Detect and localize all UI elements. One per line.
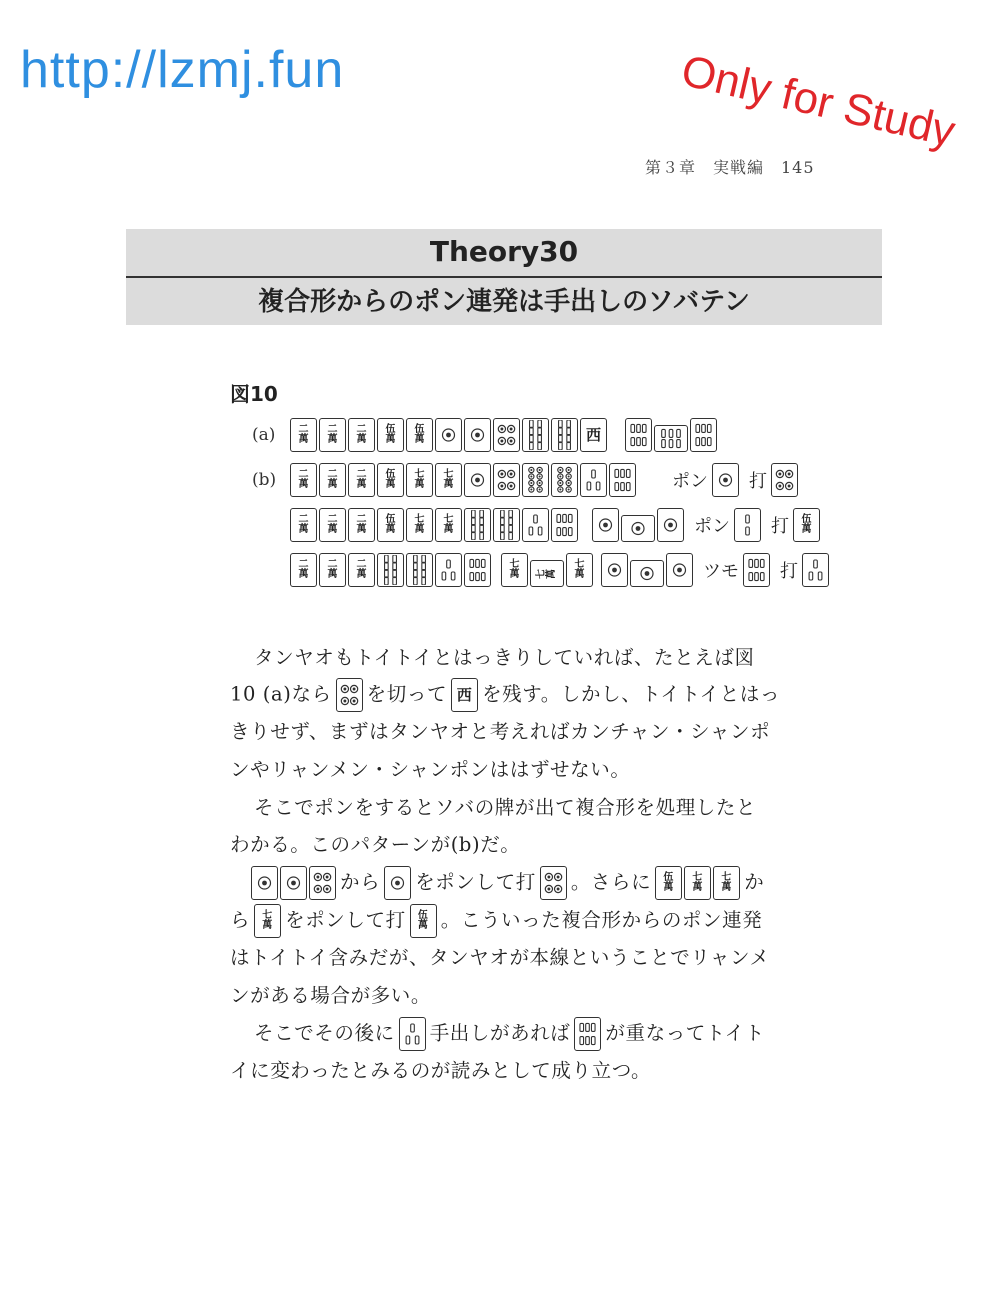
text: をポンして打: [285, 908, 406, 932]
called-tile: [712, 463, 741, 497]
tile-icon: [540, 866, 567, 900]
text: を残す。しかし、トイトイとはっ: [482, 682, 781, 706]
sou-tile-icon: [734, 508, 761, 542]
man-tile-icon: 伍 萬: [377, 418, 404, 452]
sou-tile-icon: [654, 425, 688, 452]
hand-tiles: [290, 418, 609, 452]
discard-tile: [771, 463, 800, 497]
tile-icon: [336, 678, 363, 712]
meld-tiles: [601, 553, 695, 587]
pin-tile-icon: [464, 463, 491, 497]
title-divider: [126, 276, 882, 278]
sou-tile-icon: [625, 418, 652, 452]
hand-tiles: [290, 553, 493, 587]
tile-icon: 伍 萬: [410, 904, 437, 938]
pin-tile-icon: [592, 508, 619, 542]
text: か: [744, 870, 765, 894]
body-line: そこでポンをするとソバの牌が出て複合形を処理したと: [254, 796, 757, 819]
body-line: イに変わったとみるのが読みとして成り立つ。: [230, 1059, 652, 1082]
body-line: はトイトイ含みだが、タンヤオが本線ということでリャンメ: [230, 946, 770, 969]
tile-icon: [280, 866, 307, 900]
man-tile-icon: 二 萬: [290, 508, 317, 542]
figure-row-a: [290, 418, 719, 452]
tile-icon: 七 萬: [684, 866, 711, 900]
man-tile-icon: 七 萬: [406, 463, 433, 497]
man-tile-icon: 七 萬: [435, 463, 462, 497]
man-tile-icon: 二 萬: [348, 463, 375, 497]
man-tile-icon: 七 萬: [501, 553, 528, 587]
running-head: 第３章 実戦編 145: [645, 158, 815, 177]
figure-row-b3: [290, 553, 831, 587]
pin-tile-icon: [666, 553, 693, 587]
text: が重なってトイト: [605, 1021, 765, 1045]
sou-tile-icon: [435, 553, 462, 587]
sou-tile-icon: [522, 508, 549, 542]
body-line: [250, 866, 764, 900]
meld-tiles: [501, 553, 595, 587]
sou-tile-icon: [802, 553, 829, 587]
body-line: わかる。このパターンが(b)だ。: [230, 833, 521, 856]
man-tile-icon: 二 萬: [290, 418, 317, 452]
pin-tile-icon: [522, 463, 549, 497]
body-line: [230, 904, 762, 938]
man-tile-icon: 二 萬: [348, 508, 375, 542]
sou-tile-icon: [464, 553, 491, 587]
sou-tile-icon: [464, 508, 491, 542]
discard-word: 打: [780, 561, 798, 582]
tile-icon: 西: [451, 678, 478, 712]
pin-tile-icon: [464, 418, 491, 452]
pin-tile-icon: [435, 418, 462, 452]
pin-tile-icon: [551, 463, 578, 497]
pin-tile-icon: [771, 463, 798, 497]
tsumo-word: ツモ: [703, 561, 739, 582]
theory-number: Theory30: [429, 235, 579, 268]
pin-tile-icon: [621, 515, 655, 542]
text: 。こういった複合形からのポン連発: [440, 908, 763, 932]
man-tile-icon: 二 萬: [319, 553, 346, 587]
pin-tile-icon: [712, 463, 739, 497]
pin-tile-icon: [493, 463, 520, 497]
text: をポンして打: [415, 870, 536, 894]
sou-tile-icon: [609, 463, 636, 497]
man-tile-icon: 二 萬: [319, 463, 346, 497]
discard-word: 打: [749, 471, 767, 492]
pin-tile-icon: [630, 560, 664, 587]
tile-icon: [384, 866, 411, 900]
pin-tile-icon: [657, 508, 684, 542]
row-label-b: (b): [252, 470, 277, 490]
pin-tile-icon: [601, 553, 628, 587]
sou-tile-icon: [522, 418, 549, 452]
text: 。さらに: [570, 870, 652, 894]
text: 10 (a)なら: [230, 682, 332, 706]
drawn-tile: [743, 553, 772, 587]
sou-tile-icon: [406, 553, 433, 587]
theory-title-box: [126, 229, 882, 325]
body-line: ンやリャンメン・シャンポンははずせない。: [230, 758, 631, 781]
man-tile-icon: 伍 萬: [793, 508, 820, 542]
watermark-stamp: Only for Study: [676, 46, 960, 157]
man-tile-icon: 伍 萬: [377, 463, 404, 497]
hand-tiles: [290, 508, 580, 542]
body-line: [230, 678, 780, 712]
sou-tile-icon: [377, 553, 404, 587]
meld-tiles: [592, 508, 686, 542]
man-tile-icon: 二 萬: [319, 418, 346, 452]
meld-tiles: [625, 418, 719, 452]
text: そこでその後に: [254, 1021, 395, 1045]
discard-word: 打: [771, 516, 789, 537]
tile-icon: 七 萬: [713, 866, 740, 900]
tile-icon: 七 萬: [254, 904, 281, 938]
watermark-url: http://lzmj.fun: [20, 41, 345, 99]
man-tile-icon: 二 萬: [319, 508, 346, 542]
tile-icon: 伍 萬: [655, 866, 682, 900]
figure-title: 図10: [230, 382, 278, 406]
tile-icon: [574, 1017, 601, 1051]
discard-tile: [793, 508, 822, 542]
tile-icon: [399, 1017, 426, 1051]
body-line: [254, 1017, 765, 1051]
row-label-a: (a): [252, 425, 276, 445]
man-tile-icon: 七 萬: [566, 553, 593, 587]
discard-tile: [802, 553, 831, 587]
man-tile-icon: 二 萬: [348, 553, 375, 587]
text: ら: [230, 908, 251, 932]
honor-tile-icon: 西: [580, 418, 607, 452]
text: 手出しがあれば: [429, 1021, 571, 1045]
man-tile-icon: 七 萬: [530, 560, 564, 587]
body-line: きりせず、まずはタンヤオと考えればカンチャン・シャンポ: [230, 720, 771, 743]
sou-tile-icon: [580, 463, 607, 497]
man-tile-icon: 伍 萬: [377, 508, 404, 542]
man-tile-icon: 二 萬: [290, 463, 317, 497]
sou-tile-icon: [551, 418, 578, 452]
sou-tile-icon: [551, 508, 578, 542]
pon-word: ポン: [672, 471, 708, 492]
pon-word: ポン: [694, 516, 730, 537]
pin-tile-icon: [493, 418, 520, 452]
sou-tile-icon: [690, 418, 717, 452]
text: から: [340, 870, 381, 894]
sou-tile-icon: [493, 508, 520, 542]
man-tile-icon: 二 萬: [290, 553, 317, 587]
tile-icon: [251, 866, 278, 900]
body-line: タンヤオもトイトイとはっきりしていれば、たとえば図: [254, 646, 755, 669]
text: を切って: [366, 682, 448, 706]
hand-tiles: [290, 463, 638, 497]
sou-tile-icon: [743, 553, 770, 587]
figure-row-b1: [290, 463, 800, 497]
theory-heading: 複合形からのポン連発は手出しのソバテン: [258, 287, 750, 317]
tile-icon: [309, 866, 336, 900]
man-tile-icon: 伍 萬: [406, 418, 433, 452]
man-tile-icon: 二 萬: [348, 418, 375, 452]
man-tile-icon: 七 萬: [435, 508, 462, 542]
body-line: ンがある場合が多い。: [230, 984, 432, 1007]
figure-row-b2: [290, 508, 822, 542]
called-tile: [734, 508, 763, 542]
man-tile-icon: 七 萬: [406, 508, 433, 542]
